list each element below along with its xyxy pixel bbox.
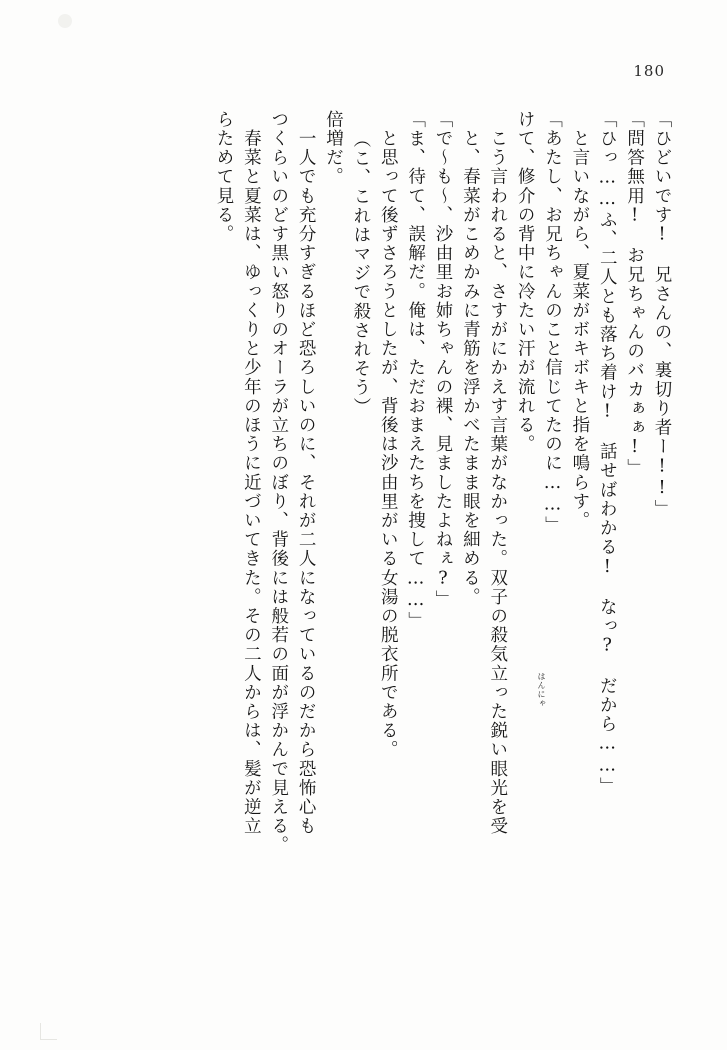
text-column: と言いながら、夏菜がボキボキと指を鳴らす。: [569, 110, 590, 531]
text-column: 一人でも充分すぎるほど恐ろしいのに、それが二人になっているのだから恐怖心も: [296, 110, 317, 836]
text-column: 「ひっ……ふ、二人とも落ち着け! 話せばわかる! なっ? だから……」: [597, 110, 618, 796]
vertical-text-body: [206, 110, 671, 940]
text-column: と、春菜がこめかみに青筋を浮かべたまま眼を細める。: [460, 110, 481, 607]
text-column: と思って後ずさろうとしたが、背後は沙由里がいる女湯の脱衣所である。: [378, 110, 399, 760]
text-column: 「ひどいです! 兄さんの、裏切り者ー!!」: [652, 110, 672, 519]
ruby-annotation-hannya: はんにゃ: [537, 672, 546, 708]
text-column: つくらいのどす黒い怒りのオーラが立ちのぼり、背後には般若の面が浮かんで見える。: [268, 110, 289, 855]
page-number: 180: [633, 62, 665, 80]
text-column: 「問答無用! お兄ちゃんのバカぁぁ!」: [624, 110, 645, 478]
text-column: 「あたし、お兄ちゃんのこと信じてたのに……」: [542, 110, 563, 536]
text-column: 春菜と夏菜は、ゆっくりと少年のほうに近づいてきた。その二人からは、髪が逆立: [241, 110, 262, 836]
page-corner-dot-icon: [58, 14, 72, 28]
text-column: 「ま、待て、誤解だ。俺は、ただおまえたちを捜して……」: [405, 110, 426, 631]
text-column: 「で～も～、沙由里お姉ちゃんの裸、見ましたよねぇ?」: [433, 110, 453, 610]
text-column: けて、修介の背中に冷たい汗が流れる。: [515, 110, 536, 454]
text-column: （こ、これはマジで殺されそう）: [350, 130, 371, 417]
page-crop-mark-icon: [40, 1023, 57, 1040]
text-column: 倍増だ。: [323, 110, 344, 187]
text-column: こう言われると、さすがにかえす言葉がなかった。双子の殺気立った鋭い眼光を受: [487, 110, 508, 836]
text-column: らためて見る。: [214, 110, 234, 244]
